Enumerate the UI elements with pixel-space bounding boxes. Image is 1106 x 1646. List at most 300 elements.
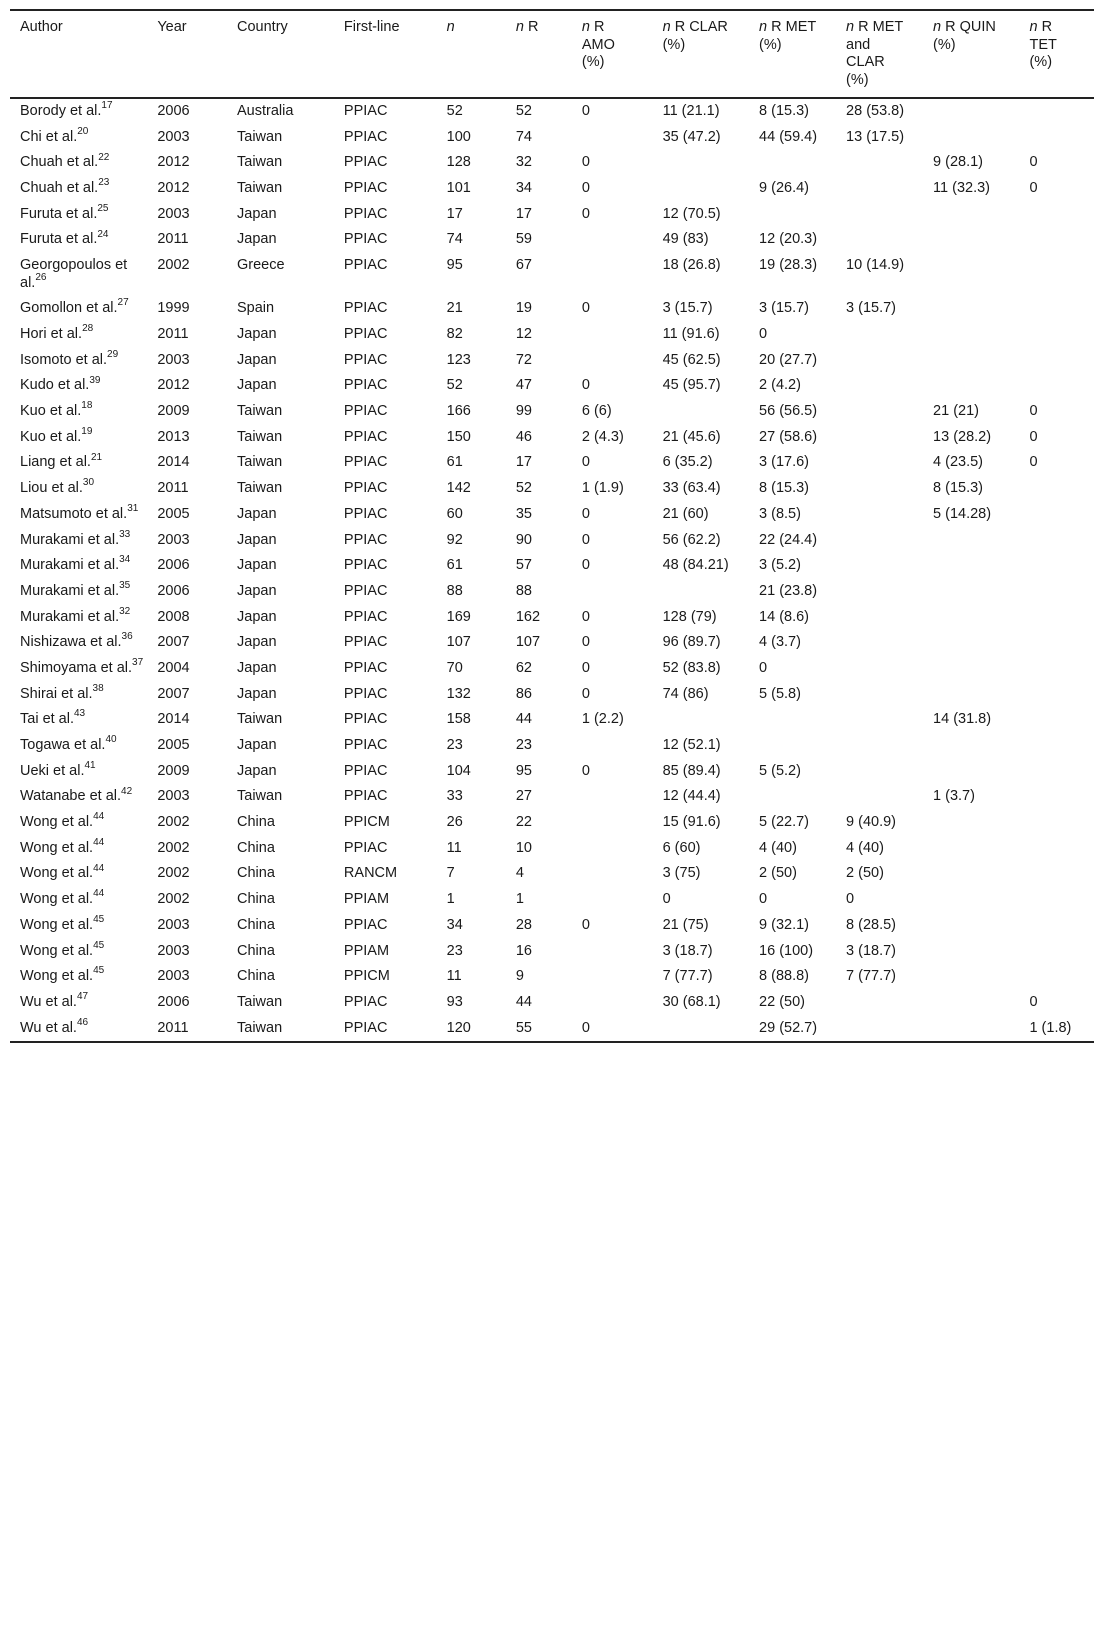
cell-first-line: PPIAC <box>343 685 388 702</box>
cell-met-clar <box>836 707 923 733</box>
reference-number: 25 <box>97 202 109 214</box>
reference-number: 45 <box>93 939 105 951</box>
cell-clar <box>653 176 749 202</box>
cell-clar: 0 <box>662 891 671 908</box>
cell-n: 88 <box>446 582 463 599</box>
cell-met-clar <box>836 733 923 759</box>
cell-met <box>749 733 836 759</box>
cell-n: 82 <box>446 326 463 342</box>
cell-n: 158 <box>446 711 471 728</box>
cell-met: 9 (32.1) <box>759 916 810 933</box>
cell-tet: 0 <box>1029 993 1038 1010</box>
reference-number: 19 <box>81 425 93 437</box>
table-row <box>10 836 1094 862</box>
reference-number: 38 <box>92 682 104 694</box>
cell-clar: 30 (68.1) <box>662 993 721 1010</box>
cell-country: Spain <box>237 300 275 317</box>
column-header-clar <box>653 10 749 98</box>
cell-amo: 0 <box>581 685 590 702</box>
cell-first-line: PPIAC <box>343 505 388 522</box>
cell-quin <box>923 733 1019 759</box>
author-name: Togawa et al. <box>20 737 106 753</box>
cell-nr: 107 <box>515 634 541 651</box>
cell-clar: 45 (62.5) <box>662 351 721 368</box>
table-row <box>10 913 1094 939</box>
cell-author <box>10 682 147 708</box>
author-name: Wong et al. <box>20 814 94 831</box>
author-name: Matsumoto et al. <box>20 505 128 522</box>
cell-amo: 2 (4.3) <box>581 428 624 445</box>
cell-quin <box>923 125 1019 151</box>
cell-met-clar <box>836 476 923 502</box>
reference-number: 46 <box>76 1016 89 1028</box>
author-name: Wong et al. <box>20 839 94 856</box>
table-row <box>10 964 1094 990</box>
cell-amo <box>572 939 653 965</box>
cell-quin <box>923 227 1019 253</box>
reference-number: 39 <box>89 374 101 386</box>
table-row <box>10 707 1094 733</box>
cell-met: 21 (23.8) <box>759 582 818 599</box>
cell-first-line: PPIAC <box>343 300 388 317</box>
cell-clar <box>653 579 749 605</box>
cell-amo: 0 <box>581 300 590 317</box>
cell-first-line: PPIAC <box>343 1019 388 1036</box>
cell-author <box>10 476 147 502</box>
cell-met: 22 (24.4) <box>759 531 818 548</box>
cell-first-line: PPIAC <box>343 788 388 805</box>
cell-first-line: PPIAC <box>343 659 388 676</box>
cell-met-clar <box>836 990 923 1016</box>
cell-country: Taiwan <box>237 480 283 497</box>
cell-n: 11 <box>446 968 462 985</box>
cell-met: 8 (88.8) <box>759 968 810 985</box>
cell-year: 2002 <box>157 891 190 908</box>
cell-country: China <box>237 891 275 908</box>
cell-clar: 48 (84.21) <box>662 557 729 574</box>
cell-nr: 12 <box>515 326 532 342</box>
cell-met-clar <box>836 759 923 785</box>
cell-tet <box>1019 887 1094 913</box>
header-text: (%) <box>759 36 782 53</box>
cell-first-line: PPIAC <box>343 480 388 497</box>
cell-nr: 55 <box>515 1019 532 1036</box>
cell-quin <box>923 887 1019 913</box>
cell-met: 14 (8.6) <box>759 608 810 625</box>
cell-met: 2 (50) <box>759 865 797 882</box>
cell-year: 2007 <box>157 634 190 651</box>
author-name: Shirai et al. <box>20 685 93 702</box>
reference-number: 30 <box>82 477 95 489</box>
column-header-met <box>749 10 836 98</box>
header-italic-n: n <box>662 19 671 35</box>
cell-nr: 19 <box>515 300 532 317</box>
cell-amo <box>572 784 653 810</box>
cell-nr: 34 <box>515 180 532 197</box>
author-name: Kuo et al. <box>20 403 82 420</box>
author-name: Liang et al. <box>20 454 91 471</box>
cell-tet: 1 (1.8) <box>1029 1019 1072 1036</box>
cell-amo: 0 <box>581 454 590 471</box>
table-row <box>10 348 1094 374</box>
cell-country: China <box>237 916 275 933</box>
cell-author <box>10 784 147 810</box>
cell-tet <box>1019 836 1094 862</box>
header-text: (%) <box>933 36 956 53</box>
cell-met-clar <box>836 176 923 202</box>
author-name: Wu et al. <box>20 993 77 1010</box>
cell-tet: 0 <box>1029 454 1038 471</box>
cell-country: Taiwan <box>237 154 283 171</box>
cell-country: China <box>237 968 275 985</box>
cell-met: 9 (26.4) <box>759 180 810 197</box>
cell-country: Taiwan <box>237 128 283 145</box>
cell-quin <box>923 528 1019 554</box>
reference-number: 37 <box>132 657 144 669</box>
cell-amo: 0 <box>581 154 590 171</box>
cell-first-line: PPIAC <box>343 762 388 779</box>
cell-first-line: PPICM <box>343 814 390 831</box>
cell-author <box>10 502 147 528</box>
header-text: Country <box>237 19 288 35</box>
cell-quin <box>923 759 1019 785</box>
reference-number: 34 <box>119 554 131 566</box>
cell-n: 120 <box>446 1019 471 1036</box>
cell-clar: 49 (83) <box>662 231 709 248</box>
header-row <box>10 10 1094 98</box>
column-header-quin <box>923 10 1019 98</box>
cell-clar: 45 (95.7) <box>662 377 721 394</box>
cell-n: 142 <box>446 480 471 497</box>
cell-amo: 0 <box>581 762 590 779</box>
cell-author <box>10 227 147 253</box>
cell-nr: 28 <box>515 916 532 933</box>
reference-number: 45 <box>93 965 105 977</box>
cell-country: Japan <box>237 582 277 599</box>
cell-nr: 10 <box>515 839 532 856</box>
author-name: Chuah et al. <box>20 180 99 197</box>
cell-country: Japan <box>237 231 277 248</box>
cell-amo: 1 (2.2) <box>581 711 624 728</box>
table-row <box>10 861 1094 887</box>
reference-number: 44 <box>93 888 105 900</box>
cell-nr: 27 <box>515 788 532 805</box>
reference-number: 17 <box>101 100 113 112</box>
header-text: and <box>846 36 871 53</box>
table-row <box>10 810 1094 836</box>
cell-met: 5 (5.8) <box>759 685 801 702</box>
cell-met <box>749 202 836 228</box>
author-name: Borody et al. <box>20 103 102 119</box>
cell-met-clar: 0 <box>846 891 855 908</box>
cell-n: 52 <box>446 103 463 119</box>
cell-n: 61 <box>446 454 463 471</box>
cell-first-line: PPIAC <box>343 257 388 274</box>
cell-author <box>10 605 147 631</box>
cell-country: Taiwan <box>237 180 283 197</box>
header-text: R QUIN <box>941 19 996 35</box>
author-name: Murakami et al. <box>20 557 120 574</box>
cell-year: 2004 <box>157 659 190 676</box>
header-text: R MET <box>767 19 817 35</box>
cell-tet <box>1019 125 1094 151</box>
cell-amo <box>572 322 653 348</box>
cell-n: 95 <box>446 257 463 274</box>
author-name: Murakami et al. <box>20 531 120 548</box>
header-text: (%) <box>662 36 686 53</box>
cell-tet <box>1019 202 1094 228</box>
cell-nr: 44 <box>515 993 532 1010</box>
cell-clar: 12 (70.5) <box>662 205 721 222</box>
cell-amo: 1 (1.9) <box>581 480 624 497</box>
table-row <box>10 322 1094 348</box>
author-name: Shimoyama et al. <box>20 659 133 676</box>
table-row <box>10 399 1094 425</box>
cell-n: 60 <box>446 505 463 522</box>
cell-met: 8 (15.3) <box>759 480 810 497</box>
author-name: Murakami et al. <box>20 582 120 599</box>
cell-amo: 0 <box>581 180 590 197</box>
header-text: Year <box>157 19 187 35</box>
table-row <box>10 502 1094 528</box>
cell-nr: 52 <box>515 480 532 497</box>
table-row <box>10 476 1094 502</box>
cell-first-line: PPIAC <box>343 737 388 753</box>
cell-nr: 95 <box>515 762 532 779</box>
cell-clar: 21 (45.6) <box>662 428 721 445</box>
header-text: R <box>1037 19 1053 35</box>
cell-first-line: PPIAM <box>343 942 390 959</box>
cell-clar: 18 (26.8) <box>662 257 721 274</box>
cell-n: 11 <box>446 839 462 856</box>
table-row <box>10 553 1094 579</box>
cell-n: 23 <box>446 942 463 959</box>
cell-clar: 6 (35.2) <box>662 454 713 471</box>
cell-quin <box>923 296 1019 322</box>
cell-amo <box>572 810 653 836</box>
cell-met-clar <box>836 322 923 348</box>
cell-met-clar <box>836 656 923 682</box>
cell-clar: 12 (52.1) <box>662 737 721 753</box>
reference-number: 33 <box>119 528 131 540</box>
cell-tet <box>1019 253 1094 296</box>
cell-nr: 35 <box>515 505 532 522</box>
cell-clar <box>653 707 749 733</box>
cell-amo <box>572 887 653 913</box>
cell-first-line: PPIAC <box>343 403 388 420</box>
cell-met: 0 <box>759 326 768 342</box>
cell-clar: 96 (89.7) <box>662 634 721 651</box>
cell-author <box>10 202 147 228</box>
cell-author <box>10 296 147 322</box>
cell-year: 2006 <box>157 557 190 574</box>
cell-met: 4 (3.7) <box>759 634 801 651</box>
cell-year: 2011 <box>157 480 189 497</box>
cell-clar: 74 (86) <box>662 685 709 702</box>
cell-quin: 4 (23.5) <box>933 454 984 471</box>
cell-met-clar: 3 (15.7) <box>846 300 897 317</box>
table-row <box>10 450 1094 476</box>
cell-country: Taiwan <box>237 403 283 420</box>
cell-author <box>10 579 147 605</box>
cell-quin <box>923 682 1019 708</box>
cell-year: 2002 <box>157 865 190 882</box>
cell-tet <box>1019 759 1094 785</box>
cell-amo: 0 <box>581 205 590 222</box>
table-row <box>10 202 1094 228</box>
cell-first-line: PPIAC <box>343 231 388 248</box>
cell-quin <box>923 202 1019 228</box>
cell-year: 2002 <box>157 839 190 856</box>
cell-country: Japan <box>237 351 277 368</box>
cell-country: Taiwan <box>237 1019 283 1036</box>
header-italic-n: n <box>581 19 590 35</box>
cell-tet <box>1019 861 1094 887</box>
reference-number: 23 <box>98 177 110 189</box>
cell-tet <box>1019 296 1094 322</box>
cell-met-clar <box>836 425 923 451</box>
cell-met-clar <box>836 579 923 605</box>
cell-met: 16 (100) <box>759 942 814 959</box>
cell-met-clar: 9 (40.9) <box>846 814 897 831</box>
cell-nr: 99 <box>515 403 532 420</box>
reference-number: 27 <box>117 297 129 309</box>
cell-author <box>10 939 147 965</box>
cell-tet <box>1019 502 1094 528</box>
cell-year: 2002 <box>157 814 190 831</box>
cell-met: 12 (20.3) <box>759 231 818 248</box>
header-text: R <box>523 19 539 35</box>
cell-met-clar: 10 (14.9) <box>846 257 905 274</box>
cell-nr: 23 <box>515 737 532 753</box>
author-name: Wong et al. <box>20 942 94 959</box>
cell-nr: 72 <box>515 351 532 368</box>
author-name: Watanabe et al. <box>20 788 122 805</box>
cell-first-line: PPIAC <box>343 916 388 933</box>
author-name: Wong et al. <box>20 916 94 933</box>
cell-met: 4 (40) <box>759 839 797 856</box>
cell-quin <box>923 373 1019 399</box>
cell-met: 44 (59.4) <box>759 128 818 145</box>
cell-n: 107 <box>446 634 471 651</box>
cell-n: 52 <box>446 377 463 394</box>
cell-met-clar <box>836 348 923 374</box>
cell-author <box>10 399 147 425</box>
cell-clar: 11 (91.6) <box>662 326 720 342</box>
header-italic-n: n <box>933 19 942 35</box>
cell-tet <box>1019 733 1094 759</box>
header-text: (%) <box>1029 54 1053 70</box>
cell-amo: 0 <box>581 608 590 625</box>
cell-nr: 9 <box>515 968 524 985</box>
cell-met: 2 (4.2) <box>759 377 801 394</box>
column-header-n <box>437 10 506 98</box>
cell-author <box>10 887 147 913</box>
cell-year: 2003 <box>157 788 190 805</box>
cell-amo: 6 (6) <box>581 403 612 420</box>
cell-tet <box>1019 913 1094 939</box>
cell-author <box>10 913 147 939</box>
cell-n: 23 <box>446 737 463 753</box>
author-name: Liou et al. <box>20 480 83 497</box>
cell-country: Taiwan <box>237 428 283 445</box>
cell-tet: 0 <box>1029 180 1038 197</box>
cell-met-clar: 3 (18.7) <box>846 942 897 959</box>
author-name: Nishizawa et al. <box>20 634 122 651</box>
cell-year: 2011 <box>157 326 189 342</box>
cell-first-line: PPIAC <box>343 326 388 342</box>
cell-country: Greece <box>237 257 285 274</box>
cell-quin <box>923 579 1019 605</box>
reference-number: 31 <box>127 502 139 514</box>
cell-first-line: RANCM <box>343 865 398 882</box>
cell-clar: 12 (44.4) <box>662 788 721 805</box>
cell-nr: 52 <box>515 103 532 119</box>
cell-author <box>10 990 147 1016</box>
cell-nr: 4 <box>515 865 524 882</box>
cell-quin: 5 (14.28) <box>933 505 992 522</box>
cell-first-line: PPIAC <box>343 839 388 856</box>
cell-clar: 11 (21.1) <box>662 103 720 119</box>
table-row <box>10 176 1094 202</box>
cell-n: 100 <box>446 128 471 145</box>
cell-country: Japan <box>237 685 277 702</box>
cell-met: 3 (17.6) <box>759 454 810 471</box>
cell-first-line: PPIAC <box>343 205 388 222</box>
cell-year: 2003 <box>157 942 190 959</box>
cell-nr: 17 <box>515 454 532 471</box>
cell-quin: 11 (32.3) <box>933 180 990 197</box>
table-row <box>10 733 1094 759</box>
cell-quin: 1 (3.7) <box>933 788 975 805</box>
reference-number: 26 <box>35 271 47 283</box>
cell-n: 21 <box>446 300 463 317</box>
cell-met-clar <box>836 1016 923 1043</box>
cell-met <box>749 784 836 810</box>
cell-country: Japan <box>237 762 277 779</box>
cell-year: 2008 <box>157 608 190 625</box>
cell-quin <box>923 1016 1019 1043</box>
reference-number: 24 <box>97 228 109 240</box>
cell-author <box>10 125 147 151</box>
cell-country: Japan <box>237 737 277 753</box>
column-header-country <box>227 10 334 98</box>
cell-tet <box>1019 579 1094 605</box>
cell-nr: 90 <box>515 531 532 548</box>
resistance-table <box>10 9 1094 1043</box>
cell-country: Taiwan <box>237 454 283 471</box>
cell-met-clar <box>836 373 923 399</box>
cell-first-line: PPIAC <box>343 154 388 171</box>
cell-first-line: PPIAC <box>343 377 388 394</box>
author-name: Hori et al. <box>20 326 83 342</box>
cell-tet <box>1019 98 1094 125</box>
cell-met: 0 <box>759 659 768 676</box>
header-text: (%) <box>581 54 605 70</box>
cell-quin <box>923 553 1019 579</box>
cell-clar: 3 (18.7) <box>662 942 713 959</box>
cell-year: 2012 <box>157 154 190 171</box>
cell-met-clar: 8 (28.5) <box>846 916 897 933</box>
cell-tet <box>1019 322 1094 348</box>
cell-met: 5 (22.7) <box>759 814 810 831</box>
cell-amo: 0 <box>581 377 590 394</box>
cell-country: Taiwan <box>237 993 283 1010</box>
cell-author <box>10 373 147 399</box>
cell-year: 2003 <box>157 205 190 222</box>
cell-first-line: PPIAC <box>343 582 388 599</box>
cell-first-line: PPIAC <box>343 993 388 1010</box>
